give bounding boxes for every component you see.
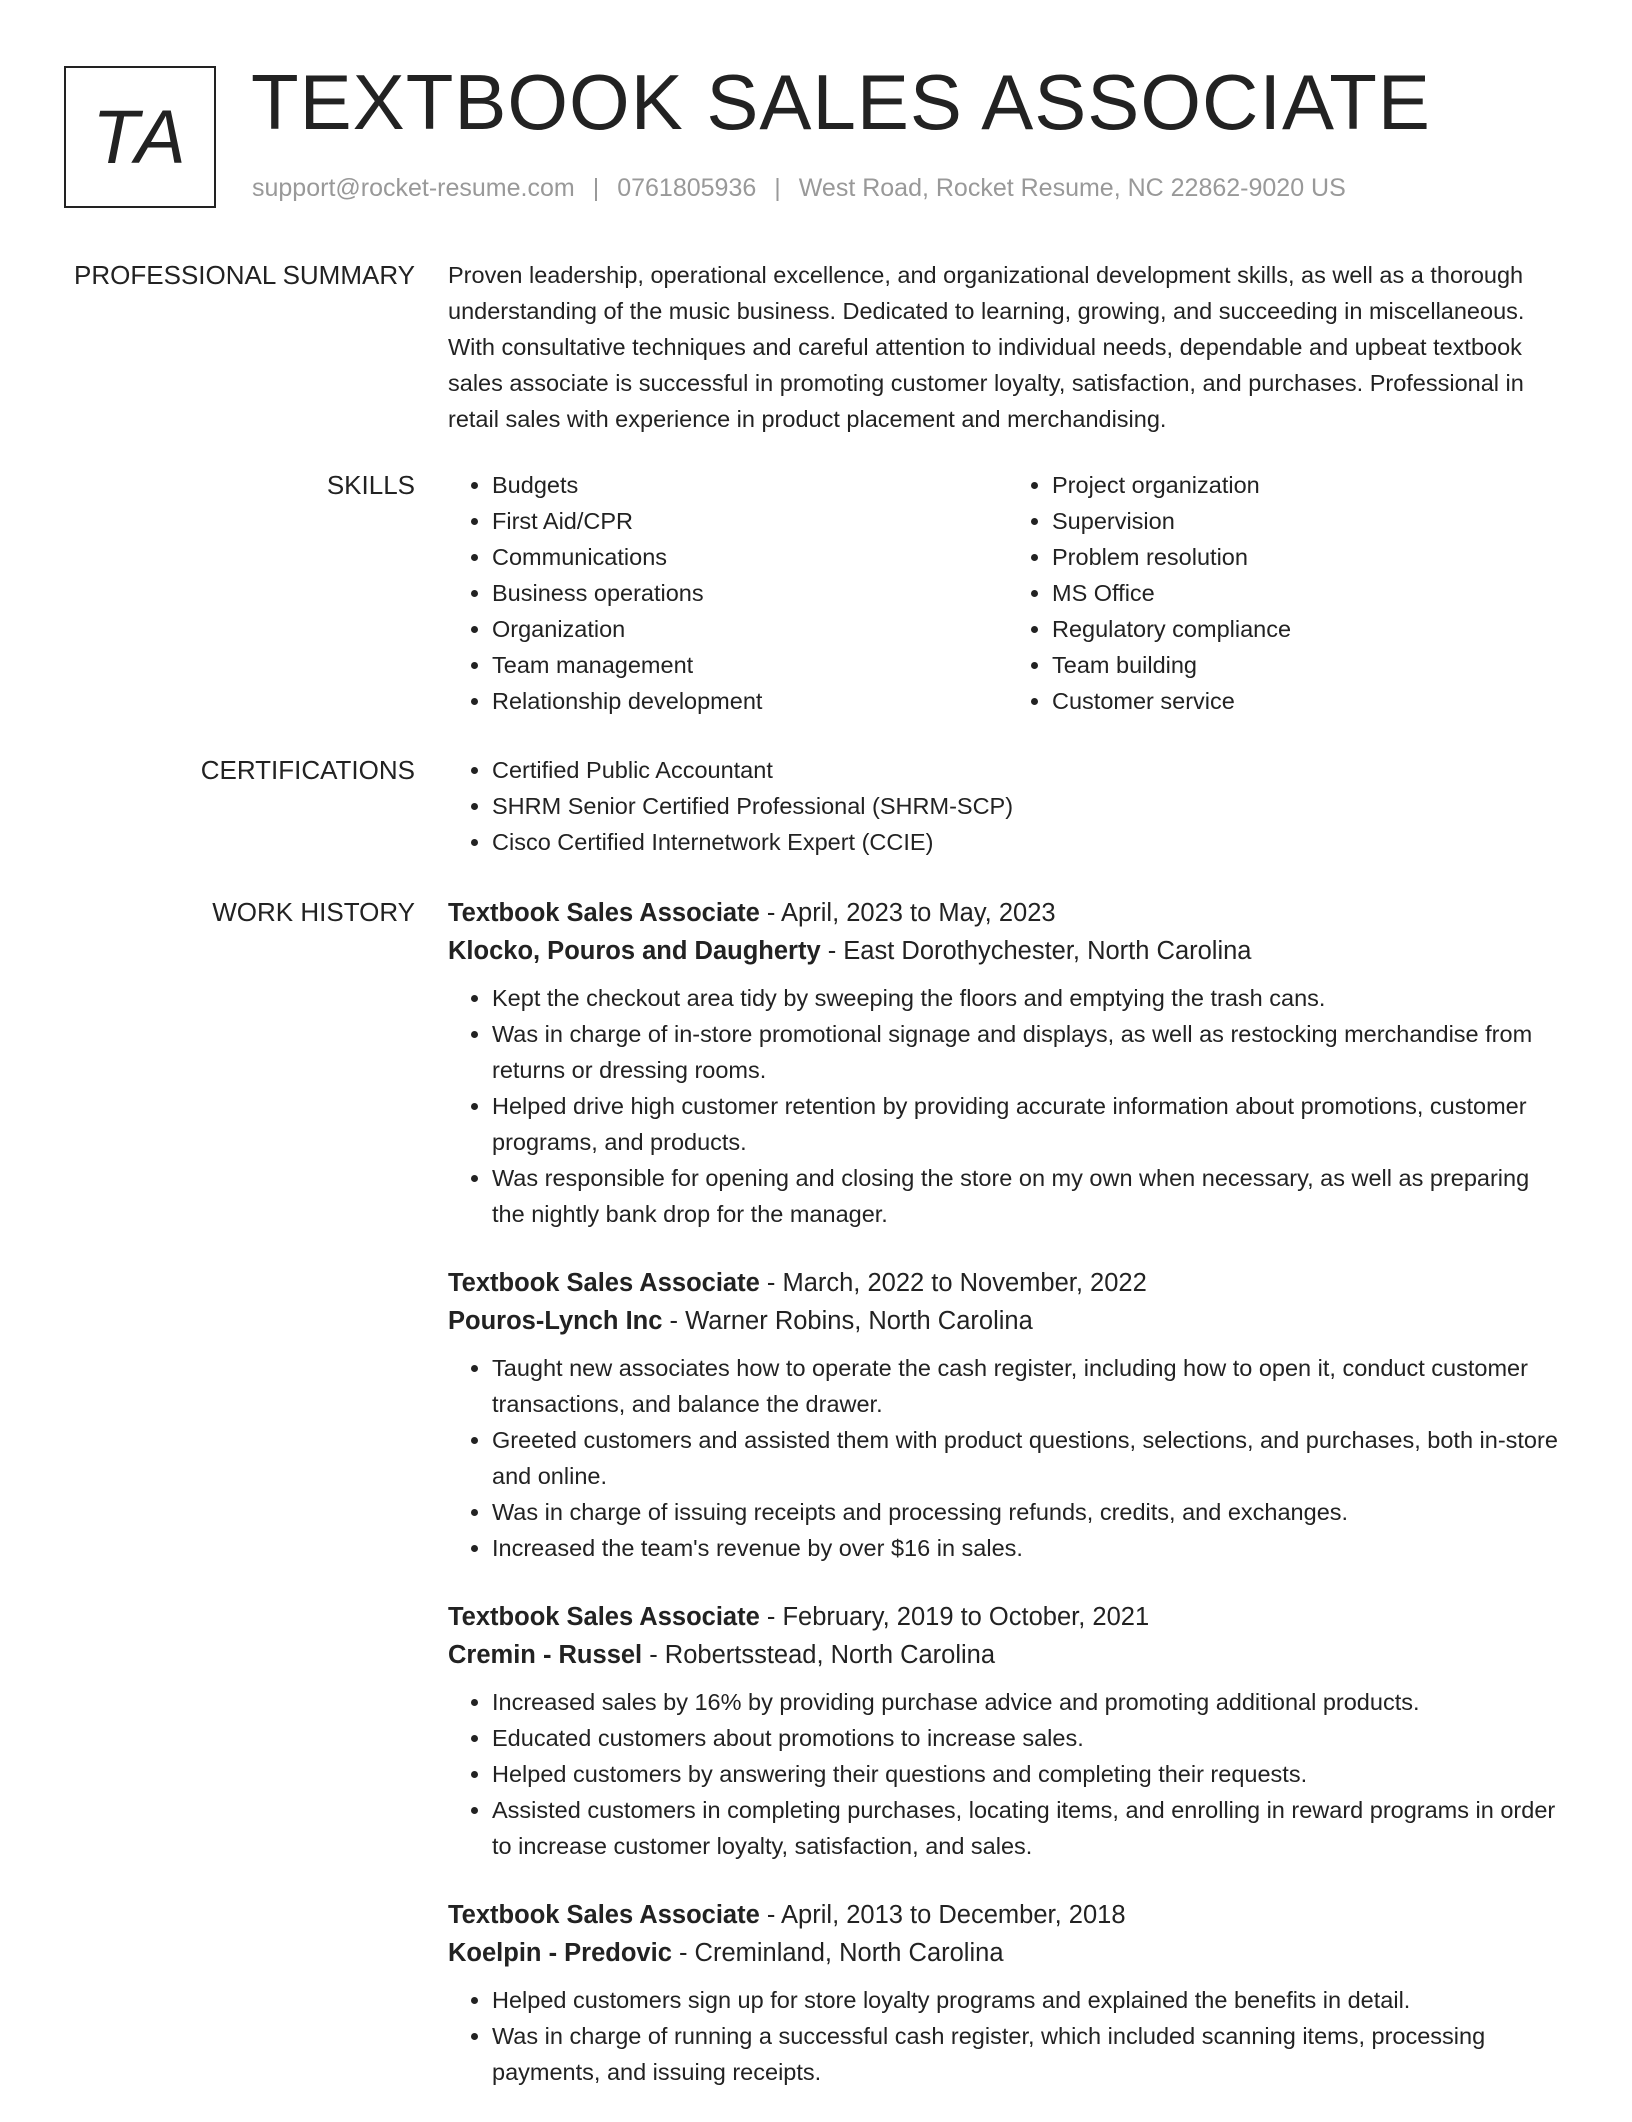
job-duty-item: • Taught new associates how to operate the cash register, including how to open it, conduct customer transactions, and balance the drawer.	[492, 1350, 1568, 1422]
skill-item: • Business operations	[492, 575, 1008, 611]
job-role: Textbook Sales Associate	[448, 1901, 760, 1929]
job-entry	[448, 1264, 1568, 1566]
skill-item: • Problem resolution	[1052, 539, 1568, 575]
section-title-work-history: WORK HISTORY	[212, 897, 415, 927]
job-dates: - April, 2013 to December, 2018	[759, 1901, 1126, 1929]
job-heading	[448, 894, 1568, 932]
job-heading	[448, 1896, 1568, 1934]
job-company: Cremin - Russel	[448, 1641, 643, 1669]
skill-item: • Relationship development	[492, 683, 1008, 719]
job-company: Klocko, Pouros and Daugherty	[448, 937, 821, 965]
certifications-list	[448, 752, 1568, 860]
job-duty-item: • Increased sales by 16% by providing purchase advice and promoting additional products.	[492, 1684, 1568, 1720]
job-duty-item: • Was in charge of running a successful cash register, which included scanning items, processing payments, and issuing receipts.	[492, 2018, 1568, 2090]
job-location: - East Dorothychester, North Carolina	[820, 937, 1252, 965]
work-history-body	[448, 894, 1568, 2122]
skills-list-right	[1008, 467, 1568, 719]
skill-item: • Supervision	[1052, 503, 1568, 539]
monogram-logo: TA	[64, 66, 216, 208]
job-employer	[448, 1302, 1568, 1340]
job-location: - Warner Robins, North Carolina	[662, 1307, 1033, 1335]
section-title-summary: PROFESSIONAL SUMMARY	[74, 260, 415, 290]
job-employer	[448, 1934, 1568, 1972]
skill-item: • Organization	[492, 611, 1008, 647]
job-role: Textbook Sales Associate	[448, 1603, 760, 1631]
job-duty-item: • Helped drive high customer retention by providing accurate information about promotions, customer programs, and products.	[492, 1088, 1568, 1160]
job-heading	[448, 1598, 1568, 1636]
job-duty-item: • Was in charge of in-store promotional signage and displays, as well as restocking merchandise from returns or dressing rooms.	[492, 1016, 1568, 1088]
job-duty-item: • Assisted customers in completing purchases, locating items, and enrolling in reward programs in order to increase customer loyalty, satisfaction, and sales.	[492, 1792, 1568, 1864]
job-duties-list	[448, 1684, 1568, 1864]
job-location: - Creminland, North Carolina	[671, 1939, 1004, 1967]
skills-list-left	[448, 467, 1008, 719]
section-title-skills: SKILLS	[326, 470, 415, 500]
job-company: Koelpin - Predovic	[448, 1939, 672, 1967]
skill-item: • MS Office	[1052, 575, 1568, 611]
job-duty-item: • Kept the checkout area tidy by sweeping the floors and emptying the trash cans.	[492, 980, 1568, 1016]
contact-line	[252, 174, 1346, 203]
job-entry	[448, 894, 1568, 1232]
job-duty-item: • Helped customers sign up for store loyalty programs and explained the benefits in detail.	[492, 1982, 1568, 2018]
contact-separator: |	[774, 174, 781, 202]
contact-address: West Road, Rocket Resume, NC 22862-9020 US	[798, 174, 1346, 202]
job-duty-item: • Was responsible for opening and closing the store on my own when necessary, as well as preparing the nightly bank drop for the manager.	[492, 1160, 1568, 1232]
contact-phone[interactable]: 0761805936	[617, 174, 757, 202]
skill-item: • Budgets	[492, 467, 1008, 503]
job-dates: - April, 2023 to May, 2023	[759, 899, 1056, 927]
skill-item: • Communications	[492, 539, 1008, 575]
skill-item: • Regulatory compliance	[1052, 611, 1568, 647]
resume-title: TEXTBOOK SALES ASSOCIATE	[251, 58, 1431, 146]
section-title-certifications: CERTIFICATIONS	[200, 755, 415, 785]
summary-text: Proven leadership, operational excellence, and organizational development skills, as well as a thorough understanding of the music business. Dedicated to learning, growing, and succeeding in miscellaneous. With consultative techniques and careful attention to individual needs, dependable and upbeat textbook sales associate is successful in promoting customer loyalty, satisfaction, and purchases. Professional in retail sales with experience in product placement and merchandising.	[448, 262, 1525, 432]
contact-email[interactable]: support@rocket-resume.com	[252, 174, 575, 202]
job-location: - Robertsstead, North Carolina	[642, 1641, 996, 1669]
job-company: Pouros-Lynch Inc	[448, 1307, 663, 1335]
skill-item: • Team management	[492, 647, 1008, 683]
job-duties-list	[448, 1350, 1568, 1566]
job-duties-list	[448, 980, 1568, 1232]
job-duties-list	[448, 1982, 1568, 2090]
job-duty-item: • Educated customers about promotions to increase sales.	[492, 1720, 1568, 1756]
skill-item: • First Aid/CPR	[492, 503, 1008, 539]
skills-body	[448, 467, 1568, 719]
skill-item: • Team building	[1052, 647, 1568, 683]
job-duty-item: • Was in charge of issuing receipts and processing refunds, credits, and exchanges.	[492, 1494, 1568, 1530]
job-role: Textbook Sales Associate	[448, 1269, 760, 1297]
job-dates: - February, 2019 to October, 2021	[759, 1603, 1150, 1631]
certification-item: • Cisco Certified Internetwork Expert (CCIE)	[492, 824, 1568, 860]
job-duty-item: • Increased the team's revenue by over $16 in sales.	[492, 1530, 1568, 1566]
job-duty-item: • Helped customers by answering their questions and completing their requests.	[492, 1756, 1568, 1792]
skill-item: • Project organization	[1052, 467, 1568, 503]
job-employer	[448, 932, 1568, 970]
certifications-body	[448, 752, 1568, 860]
contact-separator: |	[592, 174, 600, 202]
job-role: Textbook Sales Associate	[448, 899, 760, 927]
summary-body	[448, 257, 1568, 437]
job-entry	[448, 1598, 1568, 1864]
job-dates: - March, 2022 to November, 2022	[759, 1269, 1147, 1297]
job-entry	[448, 1896, 1568, 2090]
job-duty-item: • Greeted customers and assisted them with product questions, selections, and purchases, both in-store and online.	[492, 1422, 1568, 1494]
job-employer	[448, 1636, 1568, 1674]
certification-item: • Certified Public Accountant	[492, 752, 1568, 788]
certification-item: • SHRM Senior Certified Professional (SHRM-SCP)	[492, 788, 1568, 824]
skill-item: • Customer service	[1052, 683, 1568, 719]
job-heading	[448, 1264, 1568, 1302]
